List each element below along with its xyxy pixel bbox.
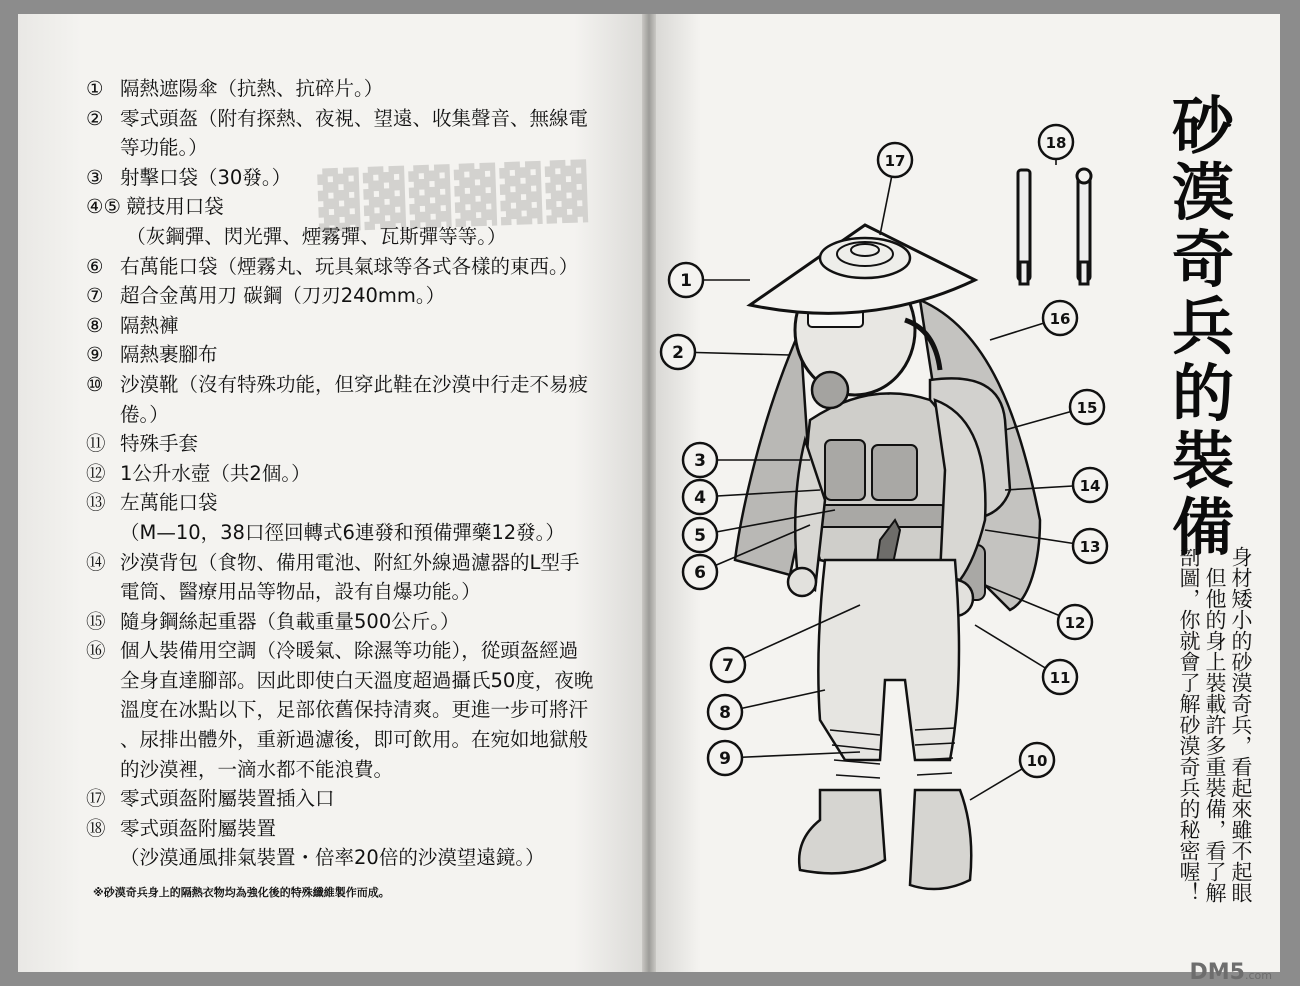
equipment-item	[86, 192, 646, 251]
equipment-item	[86, 370, 646, 429]
item-text: 零式頭盔（附有探熱、夜視、望遠、收集聲音、無線電 等功能。）	[120, 106, 589, 160]
watermark-suffix: .com	[1245, 969, 1272, 982]
equipment-item	[86, 74, 646, 104]
item-number: ⑫	[86, 461, 106, 485]
watermark-brand: DM5	[1189, 960, 1245, 985]
callout-number: 7	[722, 656, 734, 676]
callout-number: 6	[694, 563, 706, 583]
item-number: ⑯	[86, 639, 106, 663]
callout-number: 8	[719, 703, 731, 723]
callout-number: 4	[694, 488, 706, 508]
equipment-item	[86, 814, 646, 873]
item-number: ⑪	[86, 432, 106, 456]
legs	[818, 560, 959, 760]
item-number: ⑩	[86, 372, 104, 396]
item-text: 右萬能口袋（煙霧丸、玩具氣球等各式各樣的東西。）	[120, 254, 579, 278]
equipment-item	[86, 607, 646, 637]
helmet-attachment-rods	[1018, 169, 1091, 284]
item-number: ⑭	[86, 550, 106, 574]
item-text: 零式頭盔附屬裝置插入口	[120, 787, 335, 811]
item-text: 隔熱遮陽傘（抗熱、抗碎片。）	[120, 77, 384, 100]
equipment-item	[86, 548, 646, 607]
item-text: 零式頭盔附屬裝置 （沙漠通風排氣裝置・倍率20倍的沙漠望遠鏡。）	[120, 816, 545, 870]
item-text: 個人裝備用空調（冷暖氣、除濕等功能），從頭盔經過 全身直達腳部。因此即使白天溫度超過攝氏50度，夜晚 溫度在冰點以下，足部依舊保持清爽。更進一步可將汗 、尿排出體外，重新過濾後，即可飲用。在宛如地獄般 的沙漠裡，一滴水都不能浪費。	[120, 639, 594, 781]
callout-leader	[725, 752, 860, 758]
item-number: ⑥	[86, 254, 104, 278]
callout-number: 15	[1076, 399, 1098, 417]
callout-number: 1	[680, 271, 692, 291]
callout-number: 12	[1064, 614, 1086, 632]
callout-number: 3	[694, 451, 706, 471]
item-text: 隔熱裹腳布	[120, 343, 218, 367]
equipment-item	[86, 340, 646, 370]
callout-number: 18	[1045, 134, 1067, 152]
left-boot	[799, 790, 885, 873]
item-text: 特殊手套	[120, 432, 199, 456]
equipment-item	[86, 636, 646, 784]
caption-line-3: 身材矮小的砂漠奇兵，看起來雖不起眼	[1229, 546, 1253, 903]
item-text: 沙漠背包（食物、備用電池、附紅外線過濾器的L型手 電筒、醫療用品等物品，設有自爆功能。）	[120, 550, 580, 604]
item-number: ④⑤	[86, 195, 121, 219]
callout-number: 11	[1049, 669, 1071, 687]
footnote: ※砂漠奇兵身上的隔熱衣物均為強化後的特殊纖維製作而成。	[93, 886, 390, 899]
item-text: 隔熱褲	[120, 313, 179, 337]
callout-number: 17	[884, 152, 906, 170]
item-number: ⑧	[86, 313, 104, 337]
item-number: ③	[86, 165, 104, 189]
callout-number: 9	[719, 749, 731, 769]
callout-number: 13	[1079, 538, 1101, 556]
item-text: 左萬能口袋 （M—10，38口徑回轉式6連發和預備彈藥12發。）	[120, 491, 565, 544]
equipment-list	[86, 74, 646, 873]
item-text: 隨身鋼絲起重器（負載重量500公斤。）	[120, 609, 460, 633]
caption-line-1: 剖圖，你就會了解砂漠奇兵的秘密喔！	[1177, 546, 1201, 903]
equipment-item	[86, 429, 646, 459]
callout-number: 14	[1079, 477, 1101, 495]
item-number: ⑦	[86, 284, 104, 308]
caption-line-2: ，但他的身上裝載許多重裝備，看了解	[1203, 546, 1227, 903]
callout-number: 5	[694, 526, 706, 546]
item-text: 超合金萬用刀 碳鋼（刀刃240mm。）	[120, 284, 446, 308]
equipment-item	[86, 459, 646, 489]
item-text: 1公升水壺（共2個。）	[120, 461, 311, 485]
equipment-item	[86, 311, 646, 341]
equipment-item	[86, 163, 646, 193]
item-number: ②	[86, 106, 104, 130]
equipment-item	[86, 281, 646, 311]
page-title: 砂漠奇兵的裝備	[1171, 89, 1234, 564]
item-number: ⑬	[86, 491, 106, 515]
right-boot	[910, 790, 971, 889]
equipment-item	[86, 488, 646, 547]
equipment-item	[86, 252, 646, 282]
item-number: ⑰	[86, 787, 106, 811]
item-text: 競技用口袋 （灰鋼彈、閃光彈、煙霧彈、瓦斯彈等等。）	[126, 195, 507, 248]
item-number: ⑨	[86, 343, 104, 367]
item-text: 沙漠靴（沒有特殊功能，但穿此鞋在沙漠中行走不易疲 倦。）	[120, 372, 589, 426]
item-number: ⑱	[86, 816, 106, 840]
callout-number: 2	[672, 343, 684, 363]
item-number: ⑮	[86, 609, 106, 633]
item-number: ①	[86, 77, 104, 100]
site-watermark	[1190, 960, 1272, 985]
bleed-through-decor: ▓▓▓▓▓▓	[316, 159, 593, 232]
item-text: 射擊口袋（30發。）	[120, 165, 292, 189]
callout-number: 16	[1049, 310, 1071, 328]
callout-number: 10	[1026, 752, 1048, 770]
equipment-item	[86, 784, 646, 814]
equipment-item	[86, 104, 646, 163]
